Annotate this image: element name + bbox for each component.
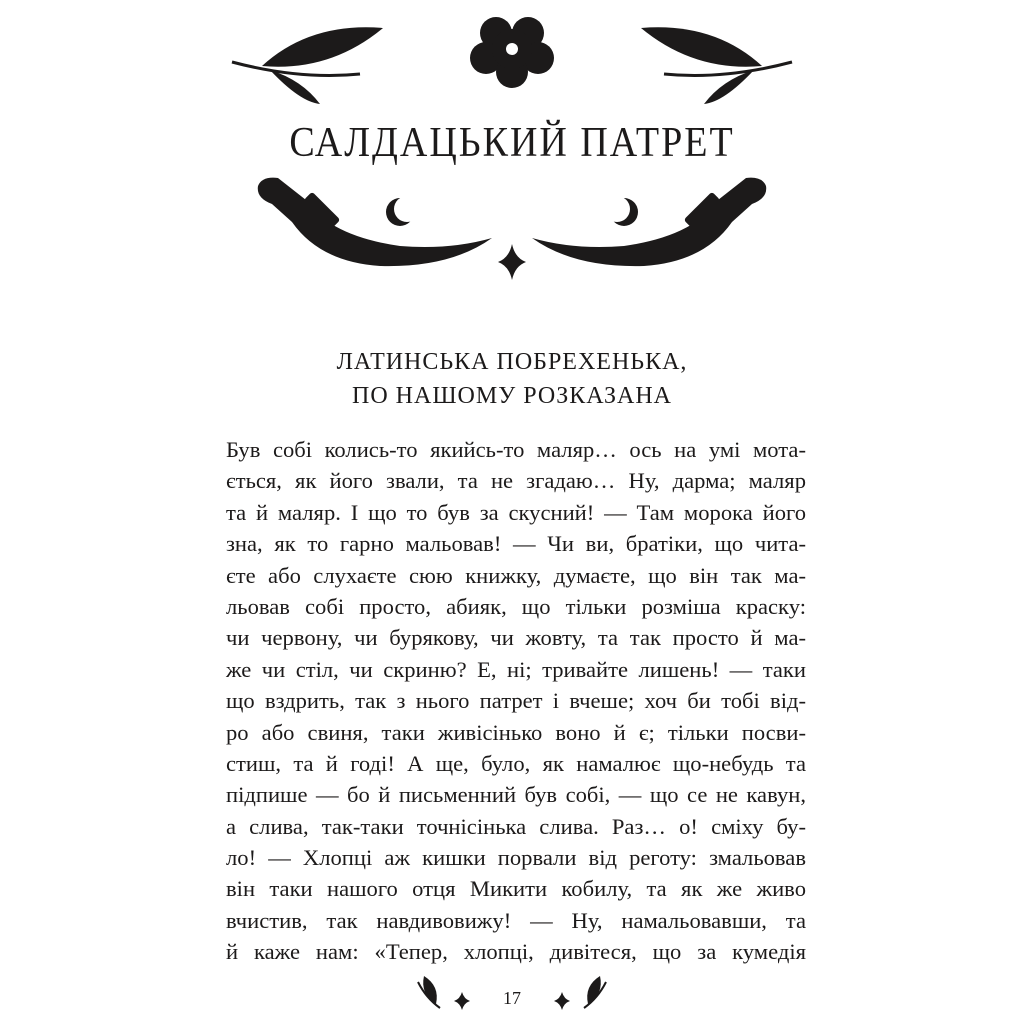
text-line: й каже нам: «Тепер, хлопці, дивітеся, що за кумедія [226,939,806,965]
text-line: Був собі колись-то якийсь-то маляр… ось на умі мота- [226,437,806,462]
leaf-branch-icon [232,27,383,104]
leaf-branch-icon [641,27,792,104]
four-point-star-icon [554,992,570,1010]
text-line: льовав собі просто, абияк, що тільки розміша краску: [226,593,806,619]
leaf-branch-icon [584,976,606,1008]
text-line: підпише — бо й письменний був собі, — що се не кавун, [226,782,806,808]
leaf-branch-icon [418,976,440,1008]
text-line: ється, як його звали, та не згадаю… Ну, дарма; маляр [226,468,806,494]
crossed-sabres-icon [532,178,766,266]
text-line: ло! — Хлопці аж кишки порвали від реготу: змальовав [226,845,806,871]
crescent-moon-icon [386,196,420,226]
text-line: чи червону, чи бурякову, чи жовту, та так просто й ма- [226,625,806,651]
body-text [226,434,806,968]
text-line: що вздрить, так з нього патрет і вчеше; хоч би тобі від- [226,688,806,714]
text-line: а слива, так-таки точнісінька слива. Раз… о! сміху бу- [226,813,806,839]
text-line: та й маляр. І що то був за скусний! — Там морока його [226,499,806,525]
subtitle-line: ПО НАШОМУ РОЗКАЗАНА [352,383,672,409]
page-number: 17 [503,988,521,1008]
text-line: вчистив, так навдивовижу! — Ну, намальовавши, та [226,907,806,933]
text-line: він таки нашого отця Микити кобилу, та як же живо [226,876,806,902]
four-point-star-icon [454,992,470,1010]
text-line: зна, як то гарно мальовав! — Чи ви, братіки, що чита- [226,531,806,557]
chapter-title: САЛДАЦЬКИЙ ПАТРЕТ [289,119,735,167]
crescent-moon-icon [604,196,638,226]
text-line: стиш, та й годі! А ще, було, як намалює що-небудь та [226,750,806,776]
flower-icon [470,17,554,88]
text-line: єте або слухаєте сюю книжку, думаєте, що він так ма- [226,562,806,588]
subtitle-line: ЛАТИНСЬКА ПОБРЕХЕНЬКА, [336,349,688,375]
chapter-subtitle [0,345,1024,413]
text-line: же чи стіл, чи скриню? Е, ні; тривайте лишень! — таки [226,656,806,682]
crossed-sabres-icon [258,178,492,266]
four-point-star-icon [498,244,526,280]
text-line: ро або свиня, таки живісінько воно й є; тільки посви- [226,719,806,745]
